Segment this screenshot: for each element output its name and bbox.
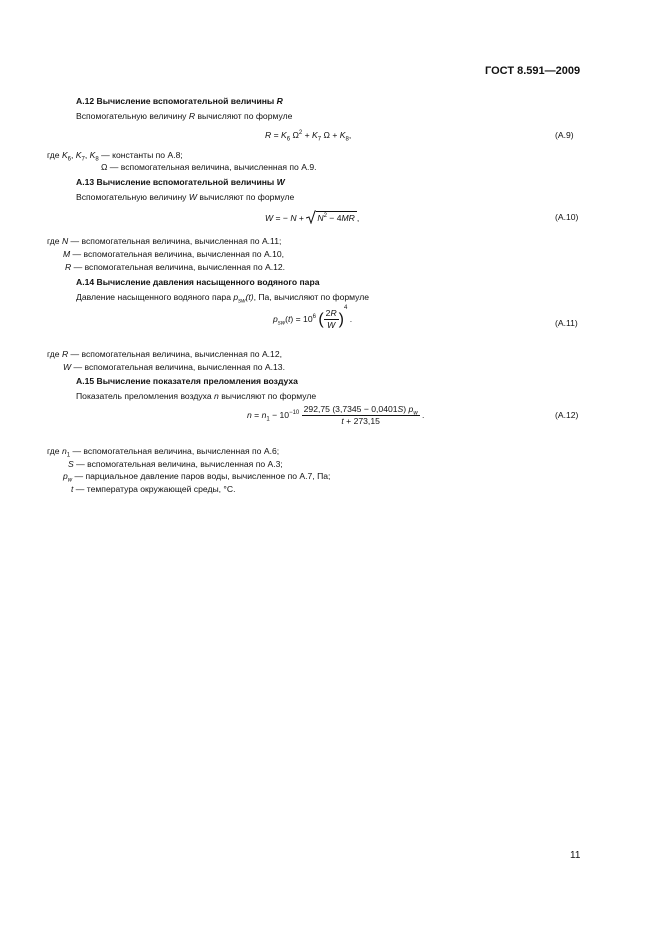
where-line-a13-2: M — вспомогательная величина, вычисленная по А.10, — [63, 249, 285, 259]
section-title-a13: А.13 Вычисление вспомогательной величины W — [76, 177, 285, 187]
formula-a9: $R = K_6$ $\Omega^2 + K_7$ $\Omega + K_8$, — [265, 130, 352, 143]
formula-a10: W = − $N + N^2 - 4MR$ , — [265, 210, 359, 224]
where-line-a12-2: Ω — вспомогательная величина, вычисленная по А.9. — [101, 162, 317, 172]
where-line-a14-1: где R — вспомогательная величина, вычисленная по А.12, — [47, 349, 283, 359]
where-line-a15-2: S — вспомогательная величина, вычисленная по А.3; — [68, 459, 283, 469]
where-line-a15-4: t — температура окружающей среды, °С. — [71, 484, 236, 494]
where-line-a13-3: R — вспомогательная величина, вычисленная по А.12. — [65, 262, 286, 272]
where-line-a13-1: где N — вспомогательная величина, вычисленная по А.11; — [47, 236, 282, 246]
section-intro-a13: Вспомогательную величину W вычисляют по формуле — [76, 192, 295, 202]
section-title-a12: А.12 Вычисление вспомогательной величины R — [76, 96, 283, 106]
sqrt-sign-icon — [306, 210, 316, 224]
formula-a11: $p_{sw}(t) = 10^6$ ( $\frac{2R}{W}$ )$^4$ . — [273, 304, 353, 330]
equation-number-a9: (А.9) — [555, 130, 574, 140]
equation-number-a12: (А.12) — [555, 410, 579, 420]
where-line-a12-1: где $K_6$, $K_7$, $K_8$ — константы по А.8; — [47, 150, 183, 163]
section-intro-a15: Показатель преломления воздуха n вычисляют по формуле — [76, 391, 317, 401]
equation-number-a10: (А.10) — [555, 212, 579, 222]
section-intro-a14: Давление насыщенного водяного пара $p_{sw}(t)$, Па, вычисляют по формуле — [76, 292, 370, 305]
section-title-a14: А.14 Вычисление давления насыщенного водяного пара — [76, 277, 320, 287]
where-line-a14-2: W — вспомогательная величина, вычисленная по А.13. — [63, 362, 285, 372]
section-intro-a12: Вспомогательную величину R вычисляют по формуле — [76, 111, 293, 121]
section-title-a15: А.15 Вычисление показателя преломления воздуха — [76, 376, 298, 386]
page-number: 11 — [570, 850, 581, 861]
where-line-a15-1: где $n_1$ — вспомогательная величина, вычисленная по А.6; — [47, 446, 280, 459]
equation-number-a11: (А.11) — [555, 318, 578, 328]
where-line-a15-3: $p_w$ — парциальное давление паров воды, вычисленное по А.7, Па; — [63, 471, 331, 484]
document-code: ГОСТ 8.591—2009 — [485, 65, 581, 77]
formula-a12: $n = n_1 - 10^{-10}$ $\frac{292,75 (3,7345 - 0,0401S) p_w}{t + 273,15}$ . — [247, 404, 425, 426]
